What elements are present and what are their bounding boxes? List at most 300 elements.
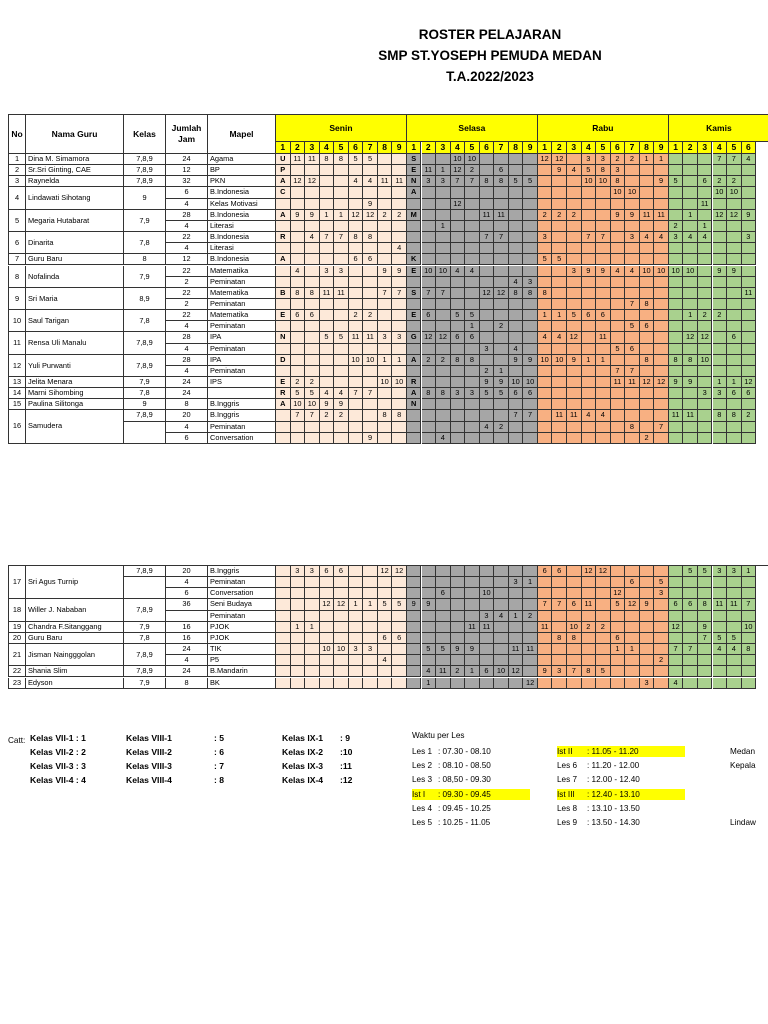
slot-7-0-senin-8: [378, 254, 393, 265]
header-slot-senin-6: 6: [349, 142, 364, 154]
slot-15-0-kamis-3: [698, 399, 713, 410]
slot-4-1-rabu-9: [654, 199, 669, 210]
slot-23-0-rabu-8: 3: [640, 678, 655, 689]
slot-3-0-senin-4: [320, 176, 335, 187]
teacher-name-19: Chandra F.Sitanggang: [26, 622, 124, 633]
slot-5-0-rabu-3: 2: [567, 210, 582, 221]
slot-23-0-kamis-5: [727, 678, 742, 689]
slot-10-1-kamis-3: [698, 321, 713, 332]
teacher-name-8: Nofalinda: [26, 266, 124, 288]
slot-18-1-kamis-5: [727, 611, 742, 622]
slot-12-0-selasa-1: A: [407, 355, 422, 366]
header-slot-kamis-6: 6: [742, 142, 757, 154]
slot-8-0-rabu-3: 3: [567, 266, 582, 277]
slot-19-0-selasa-5: 11: [465, 622, 480, 633]
slot-18-1-selasa-8: 1: [509, 611, 524, 622]
slot-14-0-kamis-1: [669, 388, 684, 399]
slot-23-0-kamis-6: [742, 678, 757, 689]
slot-12-0-rabu-1: 10: [538, 355, 553, 366]
slot-16-0-senin-7: [363, 410, 378, 421]
slot-22-0-rabu-2: 3: [552, 666, 567, 677]
slot-2-0-selasa-8: [509, 165, 524, 176]
slot-16-1-rabu-6: [611, 422, 626, 433]
slot-12-0-senin-2: [291, 355, 306, 366]
slot-22-0-senin-5: [334, 666, 349, 677]
teacher-kelas-3: 7,8,9: [124, 176, 166, 187]
slot-4-1-kamis-6: [742, 199, 757, 210]
slot-13-0-selasa-8: 10: [509, 377, 524, 388]
slot-2-0-selasa-1: E: [407, 165, 422, 176]
slot-10-1-senin-8: [378, 321, 393, 332]
slot-6-0-selasa-6: 7: [480, 232, 495, 243]
slot-18-1-senin-6: [349, 611, 364, 622]
slot-3-0-selasa-2: 3: [422, 176, 437, 187]
slot-12-0-senin-8: 1: [378, 355, 393, 366]
slot-3-0-selasa-5: 7: [465, 176, 480, 187]
slot-15-0-kamis-5: [727, 399, 742, 410]
slot-11-0-senin-4: 5: [320, 332, 335, 343]
slot-16-0-kamis-2: 11: [683, 410, 698, 421]
teacher-kelas-11: 7,8,9: [124, 332, 166, 354]
slot-1-0-senin-6: 5: [349, 154, 364, 165]
slot-11-0-senin-8: 3: [378, 332, 393, 343]
slot-5-1-rabu-8: [640, 221, 655, 232]
slot-13-0-senin-4: [320, 377, 335, 388]
slot-21-0-rabu-1: [538, 644, 553, 655]
class-code-vii-4: Kelas VII-4 : 4: [30, 775, 86, 785]
slot-4-1-selasa-7: [494, 199, 509, 210]
slot-3-0-kamis-1: 5: [669, 176, 684, 187]
slot-17-1-kamis-6: [742, 577, 757, 588]
slot-19-0-rabu-2: [552, 622, 567, 633]
slot-4-1-rabu-7: [625, 199, 640, 210]
slot-17-0-senin-2: 3: [291, 566, 306, 577]
slot-14-0-senin-2: 5: [291, 388, 306, 399]
slot-16-1-rabu-1: [538, 422, 553, 433]
slot-4-0-kamis-3: [698, 187, 713, 198]
jumlah-jam-7-0: 12: [166, 254, 208, 265]
slot-9-1-kamis-6: [742, 299, 757, 310]
teacher-kelas-blank-16: [124, 422, 166, 444]
slot-12-0-rabu-9: [654, 355, 669, 366]
slot-6-1-rabu-2: [552, 243, 567, 254]
slot-5-1-selasa-9: [523, 221, 538, 232]
slot-14-0-rabu-9: [654, 388, 669, 399]
slot-2-0-kamis-4: [713, 165, 728, 176]
slot-5-0-senin-3: 9: [305, 210, 320, 221]
slot-18-1-selasa-2: [422, 611, 437, 622]
slot-6-1-selasa-8: [509, 243, 524, 254]
slot-16-0-rabu-6: [611, 410, 626, 421]
slot-17-0-selasa-6: [480, 566, 495, 577]
slot-18-0-selasa-7: [494, 599, 509, 610]
slot-21-0-kamis-1: 7: [669, 644, 684, 655]
teacher-kelas-5: 7,9: [124, 210, 166, 232]
slot-3-0-senin-3: 12: [305, 176, 320, 187]
slot-2-0-kamis-1: [669, 165, 684, 176]
slot-5-0-rabu-9: 11: [654, 210, 669, 221]
slot-11-0-kamis-5: 6: [727, 332, 742, 343]
slot-18-0-selasa-3: [436, 599, 451, 610]
slot-1-0-kamis-1: [669, 154, 684, 165]
slot-14-0-rabu-8: [640, 388, 655, 399]
slot-1-0-selasa-1: S: [407, 154, 422, 165]
slot-9-1-kamis-1: [669, 299, 684, 310]
slot-4-1-kamis-3: 11: [698, 199, 713, 210]
slot-5-1-senin-1: [276, 221, 291, 232]
slot-12-1-selasa-3: [436, 366, 451, 377]
slot-13-0-rabu-6: 11: [611, 377, 626, 388]
slot-6-0-selasa-7: 7: [494, 232, 509, 243]
slot-17-1-rabu-3: [567, 577, 582, 588]
header-slot-rabu-2: 2: [552, 142, 567, 154]
slot-23-0-senin-3: [305, 678, 320, 689]
slot-1-0-selasa-5: 10: [465, 154, 480, 165]
slot-8-0-senin-7: [363, 266, 378, 277]
slot-2-0-kamis-5: [727, 165, 742, 176]
slot-21-1-rabu-1: [538, 655, 553, 666]
slot-5-1-selasa-2: [422, 221, 437, 232]
slot-6-0-kamis-2: 4: [683, 232, 698, 243]
slot-12-1-senin-8: [378, 366, 393, 377]
slot-4-1-senin-4: [320, 199, 335, 210]
slot-6-1-selasa-4: [451, 243, 466, 254]
teacher-kelas-17: 7,8,9: [124, 566, 166, 577]
slot-8-0-selasa-9: [523, 266, 538, 277]
slot-22-0-kamis-6: [742, 666, 757, 677]
slot-6-0-senin-8: [378, 232, 393, 243]
slot-9-1-rabu-1: [538, 299, 553, 310]
waktu-right-label-3: Les 7: [557, 775, 578, 785]
slot-22-0-rabu-9: [654, 666, 669, 677]
slot-10-0-selasa-3: [436, 310, 451, 321]
slot-21-0-rabu-2: [552, 644, 567, 655]
slot-17-0-rabu-9: [654, 566, 669, 577]
slot-10-1-kamis-5: [727, 321, 742, 332]
slot-18-0-rabu-2: 7: [552, 599, 567, 610]
slot-4-0-rabu-6: 10: [611, 187, 626, 198]
slot-18-1-rabu-6: [611, 611, 626, 622]
slot-10-0-selasa-2: 6: [422, 310, 437, 321]
table2-top-border: [8, 565, 768, 566]
slot-3-0-kamis-4: 2: [713, 176, 728, 187]
slot-16-2-senin-2: [291, 433, 306, 444]
slot-17-2-rabu-6: 12: [611, 588, 626, 599]
slot-7-0-selasa-1: K: [407, 254, 422, 265]
slot-8-1-rabu-2: [552, 277, 567, 288]
header-slot-selasa-6: 6: [480, 142, 495, 154]
slot-16-0-senin-6: [349, 410, 364, 421]
slot-20-0-rabu-2: 8: [552, 633, 567, 644]
slot-16-1-selasa-1: [407, 422, 422, 433]
slot-20-0-senin-2: [291, 633, 306, 644]
slot-16-0-rabu-4: 4: [582, 410, 597, 421]
slot-11-0-selasa-6: [480, 332, 495, 343]
header-slot-selasa-9: 9: [523, 142, 538, 154]
slot-12-1-kamis-3: [698, 366, 713, 377]
slot-17-2-rabu-2: [552, 588, 567, 599]
slot-1-0-selasa-6: [480, 154, 495, 165]
slot-18-1-selasa-4: [451, 611, 466, 622]
header-slot-selasa-3: 3: [436, 142, 451, 154]
slot-18-1-rabu-7: [625, 611, 640, 622]
teacher-kelas-2: 7,8,9: [124, 165, 166, 176]
slot-10-1-senin-3: [305, 321, 320, 332]
slot-11-0-kamis-1: [669, 332, 684, 343]
slot-16-1-kamis-2: [683, 422, 698, 433]
slot-14-0-rabu-5: [596, 388, 611, 399]
slot-15-0-kamis-1: [669, 399, 684, 410]
teacher-name-15: Paulina Silitonga: [26, 399, 124, 410]
slot-4-0-selasa-2: [422, 187, 437, 198]
slot-5-0-selasa-2: [422, 210, 437, 221]
slot-1-0-senin-3: 11: [305, 154, 320, 165]
slot-15-0-rabu-9: [654, 399, 669, 410]
slot-14-0-kamis-6: 6: [742, 388, 757, 399]
slot-11-1-senin-1: [276, 344, 291, 355]
slot-12-0-selasa-7: [494, 355, 509, 366]
slot-4-0-selasa-3: [436, 187, 451, 198]
slot-11-1-kamis-6: [742, 344, 757, 355]
slot-13-0-selasa-9: 10: [523, 377, 538, 388]
slot-3-0-senin-5: [334, 176, 349, 187]
slot-17-1-selasa-5: [465, 577, 480, 588]
slot-11-1-rabu-8: [640, 344, 655, 355]
slot-1-0-senin-1: U: [276, 154, 291, 165]
slot-1-0-selasa-3: [436, 154, 451, 165]
slot-20-0-rabu-7: [625, 633, 640, 644]
mapel-2-0: BP: [208, 165, 276, 176]
slot-1-0-selasa-7: [494, 154, 509, 165]
slot-3-0-selasa-3: 3: [436, 176, 451, 187]
slot-12-0-senin-5: [334, 355, 349, 366]
slot-10-0-rabu-8: [640, 310, 655, 321]
slot-13-0-senin-7: [363, 377, 378, 388]
slot-17-0-rabu-5: 12: [596, 566, 611, 577]
slot-23-0-selasa-5: [465, 678, 480, 689]
slot-5-0-senin-2: 9: [291, 210, 306, 221]
slot-17-1-senin-3: [305, 577, 320, 588]
slot-20-0-selasa-8: [509, 633, 524, 644]
slot-10-0-kamis-2: 1: [683, 310, 698, 321]
slot-6-1-kamis-1: [669, 243, 684, 254]
slot-6-0-rabu-2: [552, 232, 567, 243]
row-no-3: 3: [8, 176, 26, 187]
slot-16-2-selasa-7: [494, 433, 509, 444]
slot-18-1-kamis-1: [669, 611, 684, 622]
slot-12-0-selasa-3: 2: [436, 355, 451, 366]
slot-6-1-kamis-6: [742, 243, 757, 254]
slot-11-0-selasa-5: 6: [465, 332, 480, 343]
slot-21-1-selasa-1: [407, 655, 422, 666]
teacher-name-5: Megaria Hutabarat: [26, 210, 124, 232]
slot-11-0-senin-7: 11: [363, 332, 378, 343]
slot-21-1-rabu-7: [625, 655, 640, 666]
slot-12-1-rabu-5: [596, 366, 611, 377]
slot-14-0-rabu-3: [567, 388, 582, 399]
slot-10-0-selasa-8: [509, 310, 524, 321]
slot-17-2-senin-1: [276, 588, 291, 599]
slot-19-0-senin-7: [363, 622, 378, 633]
slot-21-1-senin-1: [276, 655, 291, 666]
slot-17-1-selasa-1: [407, 577, 422, 588]
signature-name: Lindaw: [730, 818, 756, 827]
slot-4-0-senin-1: C: [276, 187, 291, 198]
slot-8-1-senin-4: [320, 277, 335, 288]
class-code-ix-1: Kelas IX-1: [282, 733, 324, 743]
slot-3-0-senin-8: 11: [378, 176, 393, 187]
slot-21-0-selasa-3: 5: [436, 644, 451, 655]
slot-5-1-senin-8: [378, 221, 393, 232]
slot-8-0-rabu-6: 4: [611, 266, 626, 277]
slot-21-0-senin-6: 3: [349, 644, 364, 655]
class-code-viii-2: Kelas VIII-2: [126, 747, 172, 757]
slot-11-0-selasa-1: G: [407, 332, 422, 343]
slot-21-0-senin-3: [305, 644, 320, 655]
slot-12-1-senin-2: [291, 366, 306, 377]
slot-14-0-rabu-1: [538, 388, 553, 399]
slot-16-1-senin-7: [363, 422, 378, 433]
school-year: T.A.2022/2023: [446, 69, 534, 84]
slot-16-1-senin-8: [378, 422, 393, 433]
slot-11-0-senin-5: 5: [334, 332, 349, 343]
mapel-10-0: Matematika: [208, 310, 276, 321]
slot-10-0-senin-1: E: [276, 310, 291, 321]
slot-21-1-senin-4: [320, 655, 335, 666]
header-slot-rabu-1: 1: [538, 142, 553, 154]
slot-1-0-selasa-8: [509, 154, 524, 165]
slot-8-0-rabu-2: [552, 266, 567, 277]
slot-17-1-senin-4: [320, 577, 335, 588]
mapel-5-0: B.Indonesia: [208, 210, 276, 221]
signature-role: Kepala: [730, 761, 756, 770]
slot-7-0-rabu-9: [654, 254, 669, 265]
teacher-name-20: Guru Baru: [26, 633, 124, 644]
header-mapel: Mapel: [208, 114, 276, 154]
slot-14-0-selasa-7: 5: [494, 388, 509, 399]
slot-16-0-rabu-2: 11: [552, 410, 567, 421]
slot-17-0-senin-5: 6: [334, 566, 349, 577]
slot-9-0-senin-3: 8: [305, 288, 320, 299]
slot-16-0-selasa-6: [480, 410, 495, 421]
slot-9-0-selasa-7: 12: [494, 288, 509, 299]
slot-19-0-senin-5: [334, 622, 349, 633]
slot-21-0-selasa-9: 11: [523, 644, 538, 655]
slot-15-0-selasa-5: [465, 399, 480, 410]
header-nama-guru: Nama Guru: [26, 114, 124, 154]
slot-6-0-rabu-7: 3: [625, 232, 640, 243]
slot-16-2-selasa-2: [422, 433, 437, 444]
slot-17-2-selasa-1: [407, 588, 422, 599]
slot-2-0-kamis-2: [683, 165, 698, 176]
slot-7-0-selasa-7: [494, 254, 509, 265]
slot-3-0-senin-1: A: [276, 176, 291, 187]
slot-10-0-selasa-1: E: [407, 310, 422, 321]
slot-9-0-rabu-9: [654, 288, 669, 299]
slot-7-0-selasa-8: [509, 254, 524, 265]
slot-6-0-kamis-4: [713, 232, 728, 243]
slot-19-0-kamis-5: [727, 622, 742, 633]
slot-19-0-kamis-1: 12: [669, 622, 684, 633]
jumlah-jam-4-0: 6: [166, 187, 208, 198]
slot-17-2-rabu-1: [538, 588, 553, 599]
slot-5-1-kamis-6: [742, 221, 757, 232]
slot-2-0-rabu-7: [625, 165, 640, 176]
slot-8-1-rabu-6: [611, 277, 626, 288]
slot-20-0-senin-7: [363, 633, 378, 644]
slot-16-2-senin-8: [378, 433, 393, 444]
slot-16-0-senin-2: 7: [291, 410, 306, 421]
slot-22-0-kamis-1: [669, 666, 684, 677]
slot-16-0-selasa-1: [407, 410, 422, 421]
slot-4-0-kamis-1: [669, 187, 684, 198]
slot-17-1-rabu-8: [640, 577, 655, 588]
slot-5-1-rabu-7: [625, 221, 640, 232]
slot-21-1-kamis-1: [669, 655, 684, 666]
slot-7-0-senin-2: [291, 254, 306, 265]
slot-16-2-selasa-4: [451, 433, 466, 444]
slot-15-0-selasa-6: [480, 399, 495, 410]
mapel-13-0: IPS: [208, 377, 276, 388]
slot-4-1-selasa-4: 12: [451, 199, 466, 210]
slot-21-1-rabu-5: [596, 655, 611, 666]
slot-9-1-senin-1: [276, 299, 291, 310]
slot-16-0-selasa-7: [494, 410, 509, 421]
slot-23-0-selasa-4: [451, 678, 466, 689]
slot-5-0-rabu-2: 2: [552, 210, 567, 221]
slot-11-0-rabu-8: [640, 332, 655, 343]
teacher-kelas-16: 7,8,9: [124, 410, 166, 421]
mapel-11-1: Peminatan: [208, 344, 276, 355]
slot-17-2-selasa-3: 6: [436, 588, 451, 599]
slot-17-1-senin-5: [334, 577, 349, 588]
teacher-name-18: Willer J. Nababan: [26, 599, 124, 621]
row-no-12: 12: [8, 355, 26, 377]
slot-12-1-selasa-8: [509, 366, 524, 377]
slot-16-1-selasa-5: [465, 422, 480, 433]
slot-14-0-selasa-5: 3: [465, 388, 480, 399]
jumlah-jam-17-2: 6: [166, 588, 208, 599]
slot-21-1-senin-8: 4: [378, 655, 393, 666]
slot-14-0-selasa-8: 6: [509, 388, 524, 399]
footer-catt-label: Catt:: [8, 736, 26, 745]
slot-12-1-rabu-9: [654, 366, 669, 377]
slot-18-0-kamis-5: 11: [727, 599, 742, 610]
slot-6-1-selasa-7: [494, 243, 509, 254]
slot-21-1-senin-2: [291, 655, 306, 666]
slot-2-0-senin-3: [305, 165, 320, 176]
header-slot-rabu-9: 9: [654, 142, 669, 154]
slot-3-0-rabu-5: 10: [596, 176, 611, 187]
slot-18-1-senin-2: [291, 611, 306, 622]
slot-8-0-kamis-3: [698, 266, 713, 277]
slot-9-0-selasa-9: 8: [523, 288, 538, 299]
slot-8-1-rabu-4: [582, 277, 597, 288]
slot-8-0-senin-1: [276, 266, 291, 277]
row-no-17: 17: [8, 566, 26, 599]
slot-5-0-kamis-3: [698, 210, 713, 221]
slot-4-0-kamis-6: [742, 187, 757, 198]
slot-5-1-selasa-1: [407, 221, 422, 232]
slot-18-1-senin-8: [378, 611, 393, 622]
slot-17-0-selasa-4: [451, 566, 466, 577]
slot-6-1-rabu-1: [538, 243, 553, 254]
class-code-viii-4: Kelas VIII-4: [126, 775, 172, 785]
slot-13-0-senin-9: 10: [392, 377, 407, 388]
teacher-name-11: Rensa Uli Manalu: [26, 332, 124, 354]
slot-8-1-kamis-6: [742, 277, 757, 288]
waktu-left-label-2: Les 2: [412, 761, 433, 771]
